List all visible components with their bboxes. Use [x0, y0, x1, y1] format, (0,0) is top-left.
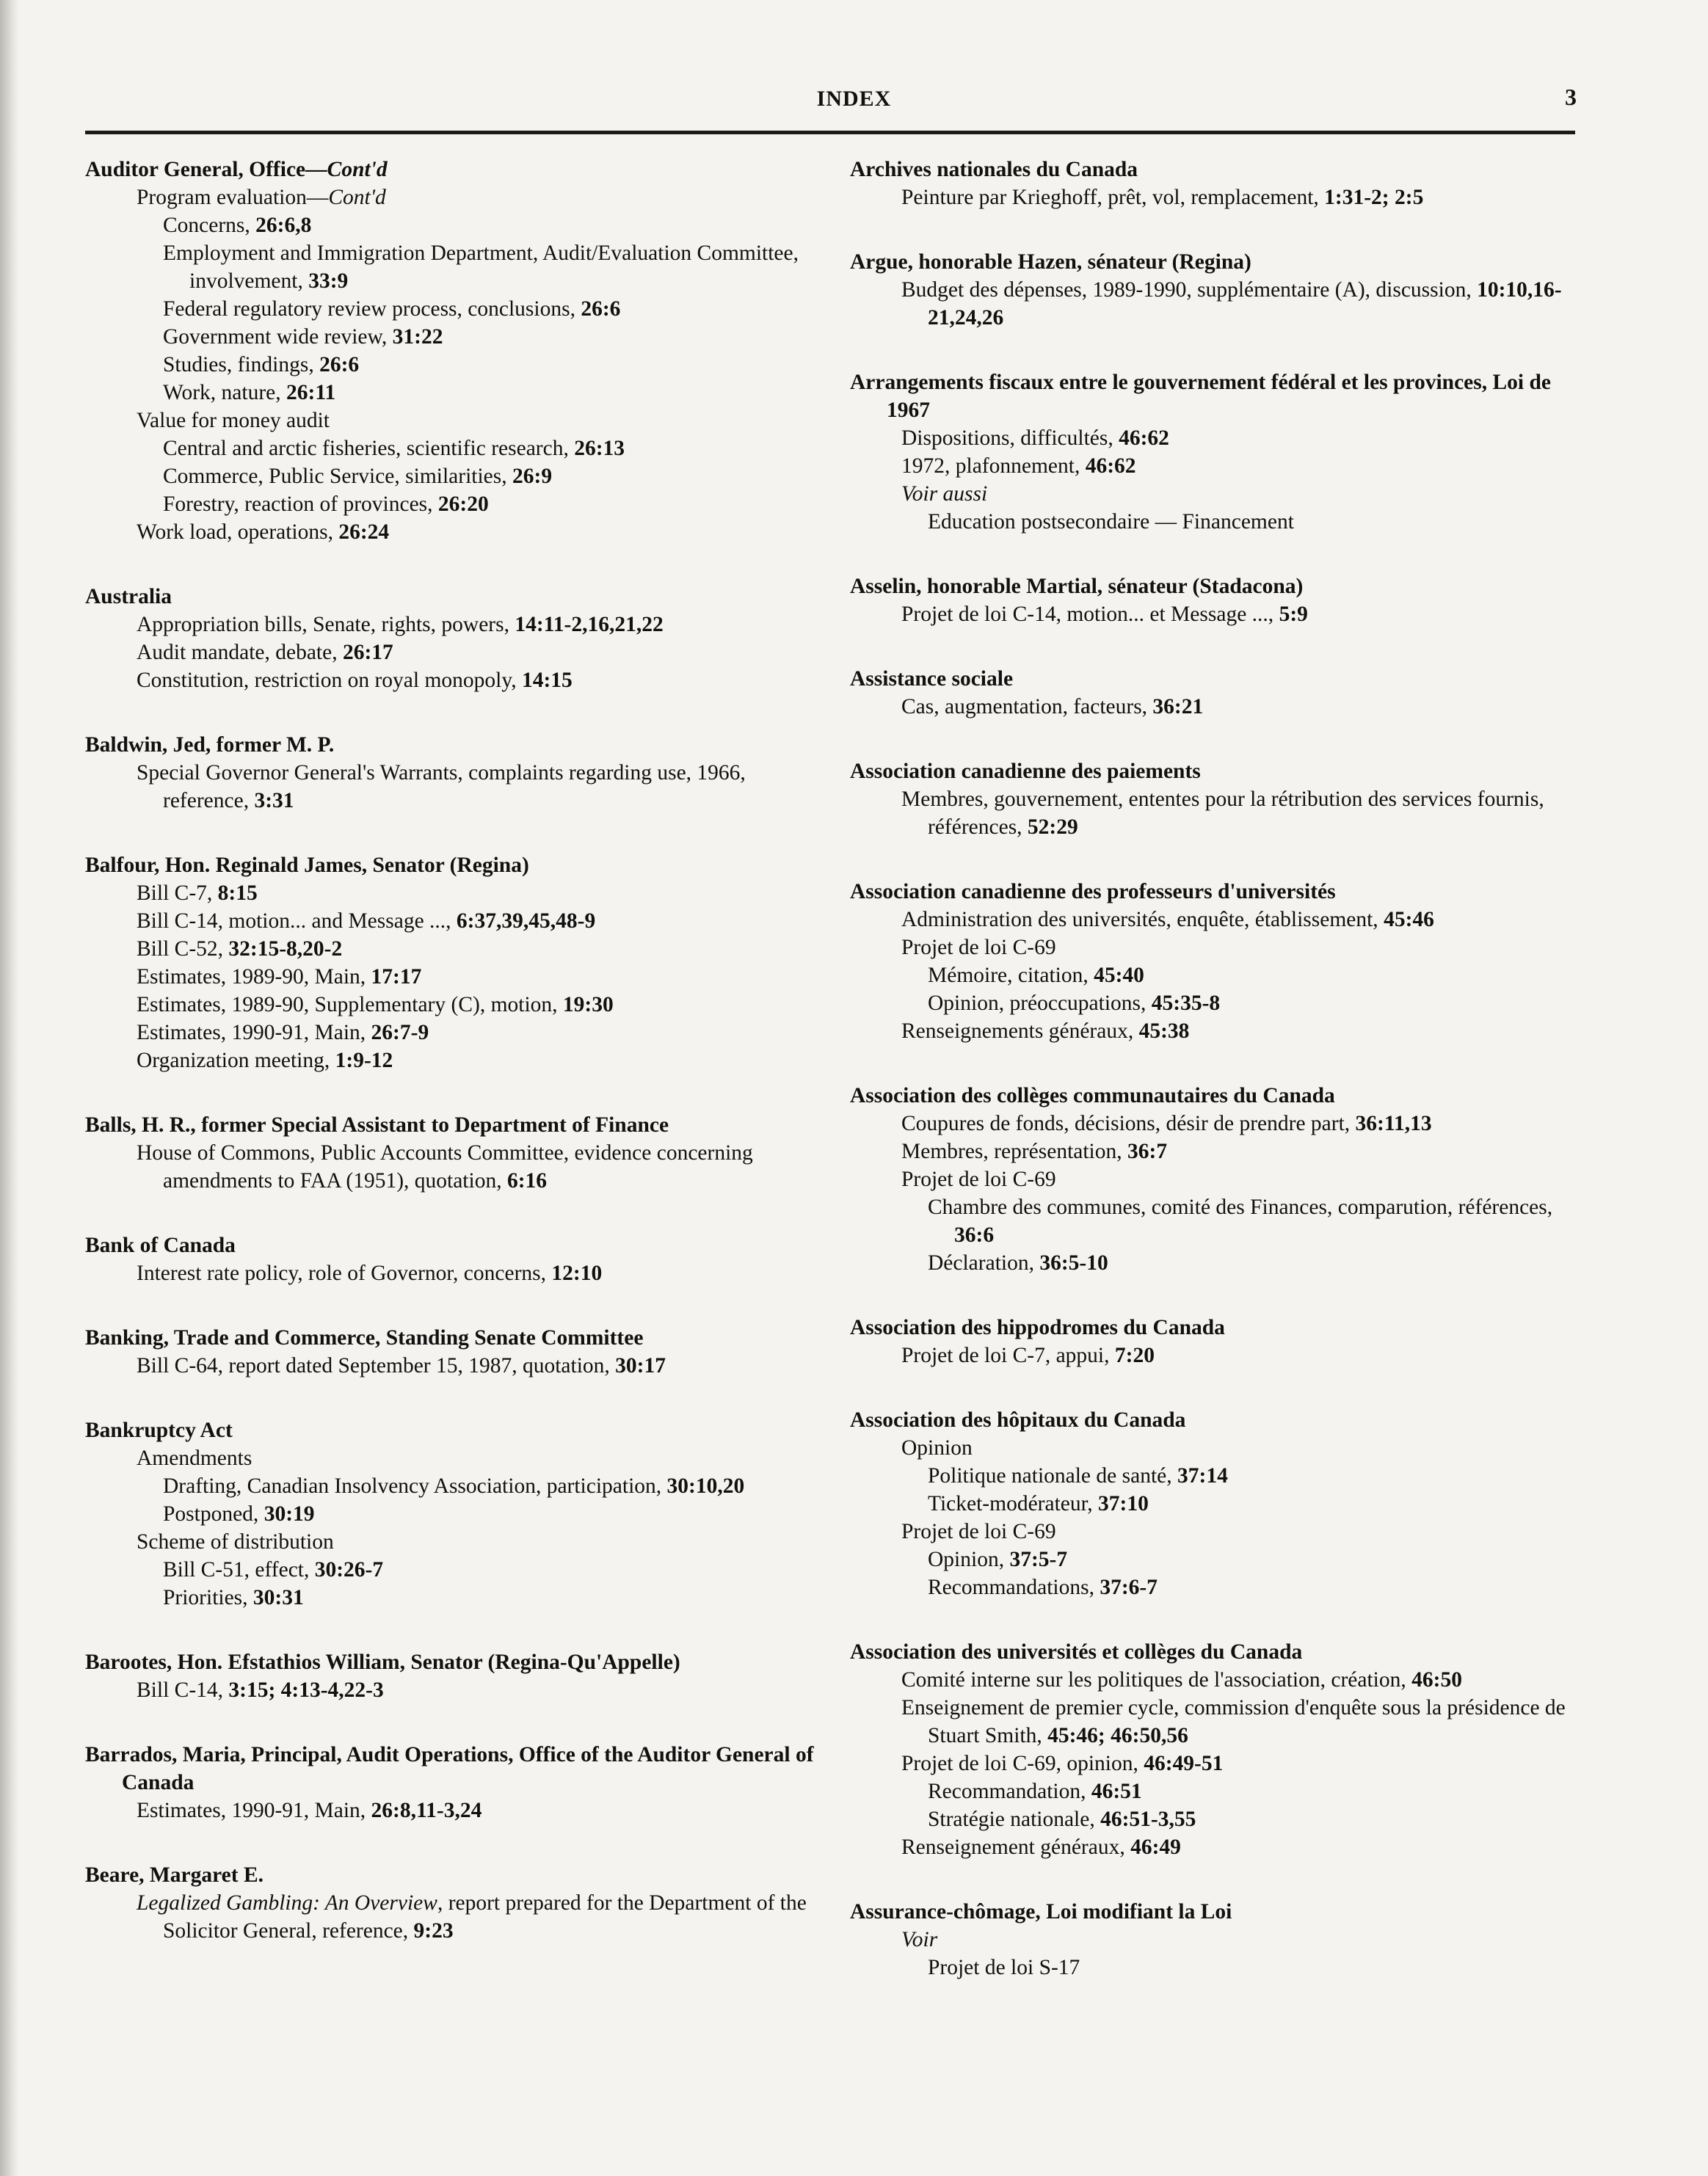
index-entry — [850, 665, 1580, 721]
subline-text: Coupures de fonds, décisions, désir de prendre part, — [901, 1112, 1356, 1135]
entry-heading — [85, 1231, 826, 1259]
page-reference: 26:17 — [342, 641, 393, 664]
scan-edge-shadow — [0, 0, 19, 2176]
heading-text: Arrangements fiscaux entre le gouvernement fédéral et les provinces, Loi de 1967 — [850, 371, 1552, 422]
entry-subline — [85, 666, 826, 694]
entry-subline — [85, 963, 826, 991]
entry-subline — [850, 1573, 1580, 1601]
index-entry — [85, 731, 826, 815]
page-reference: 36:11,13 — [1355, 1112, 1432, 1135]
entry-subline — [850, 961, 1580, 989]
entry-heading — [850, 665, 1580, 693]
entry-heading — [850, 1898, 1580, 1926]
entry-heading — [850, 1314, 1580, 1342]
page-reference: 8:15 — [217, 881, 258, 905]
index-entry — [850, 878, 1580, 1045]
left-index-column — [85, 156, 826, 1982]
subline-text: Renseignements généraux, — [901, 1019, 1139, 1043]
entry-subline — [850, 1249, 1580, 1277]
page-reference: 19:30 — [562, 993, 614, 1016]
entry-subline — [85, 323, 826, 351]
page-reference: 32:15-8,20-2 — [228, 937, 343, 961]
entry-heading — [850, 1638, 1580, 1666]
subline-text: Bill C-14, — [137, 1678, 229, 1702]
page-reference: 12:10 — [551, 1262, 603, 1285]
heading-text: Association des hippodromes du Canada — [850, 1316, 1225, 1339]
entry-subline — [850, 1694, 1580, 1750]
index-entry — [850, 1314, 1580, 1369]
page-reference: 37:5-7 — [1009, 1548, 1068, 1571]
entry-subline — [85, 518, 826, 546]
page-reference: 45:46; 46:50,56 — [1047, 1724, 1188, 1747]
index-entry — [850, 1406, 1580, 1601]
entry-subline — [85, 935, 826, 963]
subline-text: Amendments — [137, 1447, 252, 1470]
entry-heading — [850, 248, 1580, 276]
heading-text: Association canadienne des professeurs d'universités — [850, 880, 1336, 903]
subline-text: Membres, gouvernement, ententes pour la rétribution des services fournis, références, — [901, 787, 1544, 839]
entry-subline — [85, 879, 826, 907]
entry-subline — [850, 1462, 1580, 1490]
entry-subline — [85, 1444, 826, 1472]
subline-italic: Voir aussi — [901, 482, 988, 506]
page-reference: 26:24 — [338, 520, 390, 544]
subline-text: Cas, augmentation, facteurs, — [901, 695, 1153, 718]
page-reference: 10:10,16-21,24,26 — [928, 278, 1562, 330]
page-reference: 3:15; 4:13-4,22-3 — [228, 1678, 384, 1702]
entry-subline — [850, 1805, 1580, 1833]
entry-subline — [850, 1926, 1580, 1954]
subline-text: Chambre des communes, comité des Finances, comparution, références, — [928, 1196, 1553, 1219]
subline-text: Forestry, reaction of provinces, — [163, 492, 438, 516]
heading-text: Association des collèges communautaires du Canada — [850, 1084, 1335, 1107]
page-reference: 6:16 — [506, 1169, 548, 1193]
subline-text: Education postsecondaire — Financement — [928, 510, 1294, 534]
subline-text: House of Commons, Public Accounts Committee, evidence concerning amendments to FAA (1951), quotation, — [137, 1141, 753, 1193]
entry-subline — [850, 183, 1580, 211]
entry-heading — [850, 1406, 1580, 1434]
subline-text: Recommandation, — [928, 1780, 1091, 1803]
header-rule — [85, 131, 1575, 134]
page-reference: 26:11 — [286, 381, 336, 404]
page-reference: 30:31 — [252, 1586, 304, 1609]
index-entry — [85, 583, 826, 694]
subline-text: Program evaluation— — [137, 186, 329, 209]
entry-subline — [850, 1777, 1580, 1805]
subline-text: Comité interne sur les politiques de l'association, création, — [901, 1668, 1412, 1692]
entry-subline — [85, 1047, 826, 1074]
heading-text: Barrados, Maria, Principal, Audit Operations, Office of the Auditor General of Canada — [85, 1743, 814, 1794]
entry-subline — [85, 379, 826, 407]
entry-subline — [850, 1490, 1580, 1518]
subline-text: Estimates, 1989-90, Supplementary (C), motion, — [137, 993, 563, 1016]
subline-text: Peinture par Krieghoff, prêt, vol, remplacement, — [901, 186, 1325, 209]
page-reference: 7:20 — [1114, 1344, 1155, 1367]
index-entry — [85, 1111, 826, 1195]
entry-subline — [85, 1259, 826, 1287]
entry-subline — [85, 638, 826, 666]
subline-italic: Cont'd — [328, 186, 386, 209]
index-entry — [85, 1861, 826, 1945]
page-reference: 6:37,39,45,48-9 — [456, 909, 596, 933]
entry-heading — [850, 368, 1580, 424]
entry-subline — [85, 1019, 826, 1047]
index-entry — [850, 156, 1580, 211]
entry-heading — [850, 1082, 1580, 1110]
page-reference: 46:49-51 — [1144, 1752, 1224, 1775]
entry-subline — [850, 906, 1580, 934]
subline-text: Renseignement généraux, — [901, 1835, 1131, 1859]
subline-text: Constitution, restriction on royal monopoly, — [137, 669, 522, 692]
entry-subline — [85, 211, 826, 239]
page-reference: 36:6 — [954, 1223, 995, 1247]
subline-text: Drafting, Canadian Insolvency Association, participation, — [163, 1474, 667, 1498]
page-reference: 37:14 — [1177, 1464, 1228, 1488]
heading-text: Argue, honorable Hazen, sénateur (Regina) — [850, 250, 1251, 274]
subline-text: Dispositions, difficultés, — [901, 426, 1119, 450]
index-entry — [850, 1082, 1580, 1277]
entry-subline — [85, 462, 826, 490]
subline-text: Bill C-7, — [137, 881, 218, 905]
entry-subline — [85, 1556, 826, 1584]
subline-text: Bill C-52, — [137, 937, 229, 961]
entry-subline — [85, 407, 826, 434]
entry-subline — [850, 1342, 1580, 1369]
subline-text: Projet de loi C-69 — [901, 1520, 1056, 1543]
page-reference: 45:40 — [1094, 964, 1144, 987]
page-reference: 26:6,8 — [255, 214, 312, 237]
page-reference: 3:31 — [254, 789, 294, 812]
entry-heading — [85, 1648, 826, 1676]
subline-text: Estimates, 1989-90, Main, — [137, 965, 371, 989]
entry-subline — [85, 239, 826, 295]
page-reference: 26:6 — [581, 297, 621, 321]
page-reference: 17:17 — [371, 965, 422, 989]
index-entry — [85, 156, 826, 546]
entry-subline — [85, 759, 826, 815]
page-reference: 33:9 — [308, 269, 349, 293]
subline-text: Priorities, — [163, 1586, 253, 1609]
page-reference: 26:13 — [574, 437, 625, 460]
entry-subline — [85, 1797, 826, 1824]
heading-text: Balls, H. R., former Special Assistant to Department of Finance — [85, 1113, 669, 1137]
page-reference: 9:23 — [413, 1919, 454, 1943]
page-reference: 37:10 — [1098, 1492, 1149, 1515]
subline-text: Scheme of distribution — [137, 1530, 334, 1554]
entry-subline — [85, 1676, 826, 1704]
entry-subline — [850, 424, 1580, 452]
heading-text: Auditor General, Office— — [85, 158, 327, 181]
page-reference: 46:49 — [1130, 1835, 1181, 1859]
subline-text: Government wide review, — [163, 325, 393, 349]
page-reference: 45:38 — [1138, 1019, 1190, 1043]
subline-text: Postponed, — [163, 1502, 264, 1526]
subline-text: Work, nature, — [163, 381, 287, 404]
entry-heading — [850, 878, 1580, 906]
page-reference: 26:9 — [512, 465, 553, 488]
subline-text: Opinion, — [928, 1548, 1010, 1571]
subline-text: Special Governor General's Warrants, complaints regarding use, 1966, reference, — [137, 761, 746, 812]
heading-text: Asselin, honorable Martial, sénateur (Stadacona) — [850, 575, 1304, 598]
entry-subline — [85, 611, 826, 638]
subline-text: Politique nationale de santé, — [928, 1464, 1177, 1488]
heading-text: Beare, Margaret E. — [85, 1863, 264, 1887]
page-reference: 46:51 — [1091, 1780, 1142, 1803]
heading-text: Assistance sociale — [850, 667, 1014, 691]
entry-subline — [850, 508, 1580, 536]
entry-subline — [850, 1833, 1580, 1861]
entry-subline — [850, 1666, 1580, 1694]
subline-text: Bill C-51, effect, — [163, 1558, 315, 1582]
index-entry — [85, 1741, 826, 1824]
subline-text: Déclaration, — [928, 1251, 1040, 1275]
entry-subline — [850, 785, 1580, 841]
entry-subline — [850, 480, 1580, 508]
entry-subline — [850, 934, 1580, 961]
index-entry — [850, 248, 1580, 332]
index-entry — [850, 757, 1580, 841]
entry-heading — [85, 1861, 826, 1889]
heading-text: Association des universités et collèges du Canada — [850, 1640, 1303, 1664]
index-entry — [850, 572, 1580, 628]
subline-italic: Voir — [901, 1928, 938, 1951]
entry-subline — [85, 1472, 826, 1500]
index-entry — [850, 1638, 1580, 1861]
page-reference: 5:9 — [1279, 603, 1308, 626]
page-reference: 30:17 — [615, 1354, 666, 1378]
subline-text: Estimates, 1990-91, Main, — [137, 1799, 371, 1822]
entry-subline — [850, 1546, 1580, 1573]
entry-subline — [850, 1193, 1580, 1249]
heading-text: Baldwin, Jed, former M. P. — [85, 733, 335, 757]
subline-text: Membres, représentation, — [901, 1140, 1128, 1163]
page-reference: 1:9-12 — [335, 1049, 393, 1072]
subline-text: Administration des universités, enquête, établissement, — [901, 908, 1384, 931]
page-reference: 46:50 — [1411, 1668, 1462, 1692]
page-reference: 52:29 — [1027, 815, 1078, 839]
subline-text: Commerce, Public Service, similarities, — [163, 465, 512, 488]
subline-text: Audit mandate, debate, — [137, 641, 343, 664]
subline-text: Projet de loi C-69, opinion, — [901, 1752, 1144, 1775]
page-reference: 26:6 — [319, 353, 360, 376]
entry-heading — [85, 851, 826, 879]
subline-text: 1972, plafonnement, — [901, 454, 1086, 478]
entry-heading — [85, 583, 826, 611]
entry-subline — [850, 1017, 1580, 1045]
page-reference: 30:26-7 — [314, 1558, 384, 1582]
page-reference: 30:10,20 — [666, 1474, 745, 1498]
subline-text: Concerns, — [163, 214, 256, 237]
entry-heading — [85, 1324, 826, 1352]
subline-text: Enseignement de premier cycle, commission d'enquête sous la présidence de Stuart Smith, — [901, 1696, 1566, 1747]
subline-text: Projet de loi S-17 — [928, 1956, 1080, 1979]
entry-subline — [850, 1434, 1580, 1462]
heading-text: Association canadienne des paiements — [850, 760, 1201, 783]
index-entry — [85, 1648, 826, 1704]
entry-subline — [850, 452, 1580, 480]
entry-heading — [85, 1111, 826, 1139]
subline-text: Stratégie nationale, — [928, 1808, 1101, 1831]
page-reference: 46:62 — [1119, 426, 1169, 450]
page-reference: 46:62 — [1085, 454, 1136, 478]
entry-subline — [850, 1110, 1580, 1138]
page-reference: 26:8,11-3,24 — [371, 1799, 482, 1822]
entry-subline — [85, 434, 826, 462]
entry-heading — [85, 1416, 826, 1444]
entry-subline — [85, 490, 826, 518]
subline-text: Projet de loi C-69 — [901, 936, 1056, 959]
subline-text: Projet de loi C-7, appui, — [901, 1344, 1115, 1367]
page-reference: 45:35-8 — [1151, 991, 1221, 1015]
page-number: 3 — [1565, 84, 1577, 110]
subline-text: Mémoire, citation, — [928, 964, 1094, 987]
entry-heading — [850, 572, 1580, 600]
entry-heading — [850, 156, 1580, 183]
entry-subline — [85, 1584, 826, 1612]
subline-text: Central and arctic fisheries, scientific research, — [163, 437, 575, 460]
entry-subline — [85, 1500, 826, 1528]
entry-subline — [850, 693, 1580, 721]
right-index-column — [850, 156, 1580, 2018]
entry-subline — [85, 1352, 826, 1380]
heading-text: Australia — [85, 585, 172, 608]
entry-subline — [850, 1518, 1580, 1546]
page-reference: 26:20 — [437, 492, 489, 516]
entry-subline — [85, 351, 826, 379]
index-entry — [85, 1324, 826, 1380]
page-reference: 14:15 — [521, 669, 573, 692]
index-entry — [85, 1231, 826, 1287]
entry-subline — [850, 989, 1580, 1017]
subline-text: Bill C-14, motion... and Message ..., — [137, 909, 457, 933]
subline-text: Work load, operations, — [137, 520, 339, 544]
page-reference: 1:31-2; 2:5 — [1324, 186, 1424, 209]
subline-text: Studies, findings, — [163, 353, 320, 376]
heading-continued: Cont'd — [327, 158, 388, 181]
page-reference: 36:21 — [1152, 695, 1204, 718]
subline-text: Interest rate policy, role of Governor, concerns, — [137, 1262, 552, 1285]
index-entry — [85, 1416, 826, 1612]
entry-subline — [85, 991, 826, 1019]
publication-title: Legalized Gambling: An Overview — [137, 1891, 437, 1915]
subline-text: Bill C-64, report dated September 15, 1987, quotation, — [137, 1354, 616, 1378]
index-entry — [85, 851, 826, 1074]
entry-heading — [850, 757, 1580, 785]
entry-subline — [85, 183, 826, 211]
page-reference: 26:7-9 — [371, 1021, 429, 1044]
subline-text: Projet de loi C-69 — [901, 1168, 1056, 1191]
entry-subline — [85, 1528, 826, 1556]
entry-subline — [85, 295, 826, 323]
subline-text: , report prepared for the Department of the Solicitor General, reference, — [163, 1891, 807, 1943]
subline-text: Value for money audit — [137, 409, 330, 432]
entry-subline — [850, 600, 1580, 628]
page-reference: 31:22 — [392, 325, 443, 349]
entry-heading — [85, 1741, 826, 1797]
entry-heading — [85, 731, 826, 759]
page-reference: 36:5-10 — [1039, 1251, 1108, 1275]
page-reference: 36:7 — [1127, 1140, 1168, 1163]
entry-heading — [85, 156, 826, 183]
page-reference: 37:6-7 — [1100, 1576, 1158, 1599]
subline-text: Appropriation bills, Senate, rights, powers, — [137, 613, 515, 636]
index-entry — [850, 368, 1580, 536]
subline-text: Federal regulatory review process, conclusions, — [163, 297, 581, 321]
entry-subline — [85, 1889, 826, 1945]
entry-subline — [85, 907, 826, 935]
heading-text: Archives nationales du Canada — [850, 158, 1138, 181]
heading-text: Barootes, Hon. Efstathios William, Senator (Regina-Qu'Appelle) — [85, 1651, 680, 1674]
page-reference: 46:51-3,55 — [1100, 1808, 1196, 1831]
heading-text: Bank of Canada — [85, 1234, 236, 1257]
entry-subline — [850, 1750, 1580, 1777]
subline-text: Budget des dépenses, 1989-1990, supplémentaire (A), discussion, — [901, 278, 1478, 302]
entry-subline — [850, 1138, 1580, 1165]
entry-subline — [850, 1165, 1580, 1193]
entry-subline — [850, 276, 1580, 332]
subline-text: Estimates, 1990-91, Main, — [137, 1021, 371, 1044]
subline-text: Ticket-modérateur, — [928, 1492, 1099, 1515]
page-reference: 45:46 — [1384, 908, 1434, 931]
subline-text: Opinion, préoccupations, — [928, 991, 1152, 1015]
heading-text: Banking, Trade and Commerce, Standing Senate Committee — [85, 1326, 644, 1350]
page-title: INDEX — [816, 87, 892, 111]
heading-text: Assurance-chômage, Loi modifiant la Loi — [850, 1900, 1232, 1924]
entry-subline — [85, 1139, 826, 1195]
index-entry — [850, 1898, 1580, 1982]
heading-text: Bankruptcy Act — [85, 1419, 233, 1442]
entry-subline — [850, 1954, 1580, 1982]
heading-text: Balfour, Hon. Reginald James, Senator (Regina) — [85, 854, 529, 877]
subline-text: Opinion — [901, 1436, 973, 1460]
page-reference: 30:19 — [264, 1502, 315, 1526]
subline-text: Recommandations, — [928, 1576, 1100, 1599]
page-reference: 14:11-2,16,21,22 — [515, 613, 664, 636]
heading-text: Association des hôpitaux du Canada — [850, 1408, 1186, 1432]
subline-text: Organization meeting, — [137, 1049, 335, 1072]
subline-text: Employment and Immigration Department, Audit/Evaluation Committee, involvement, — [163, 241, 799, 293]
subline-text: Projet de loi C-14, motion... et Message ..., — [901, 603, 1279, 626]
